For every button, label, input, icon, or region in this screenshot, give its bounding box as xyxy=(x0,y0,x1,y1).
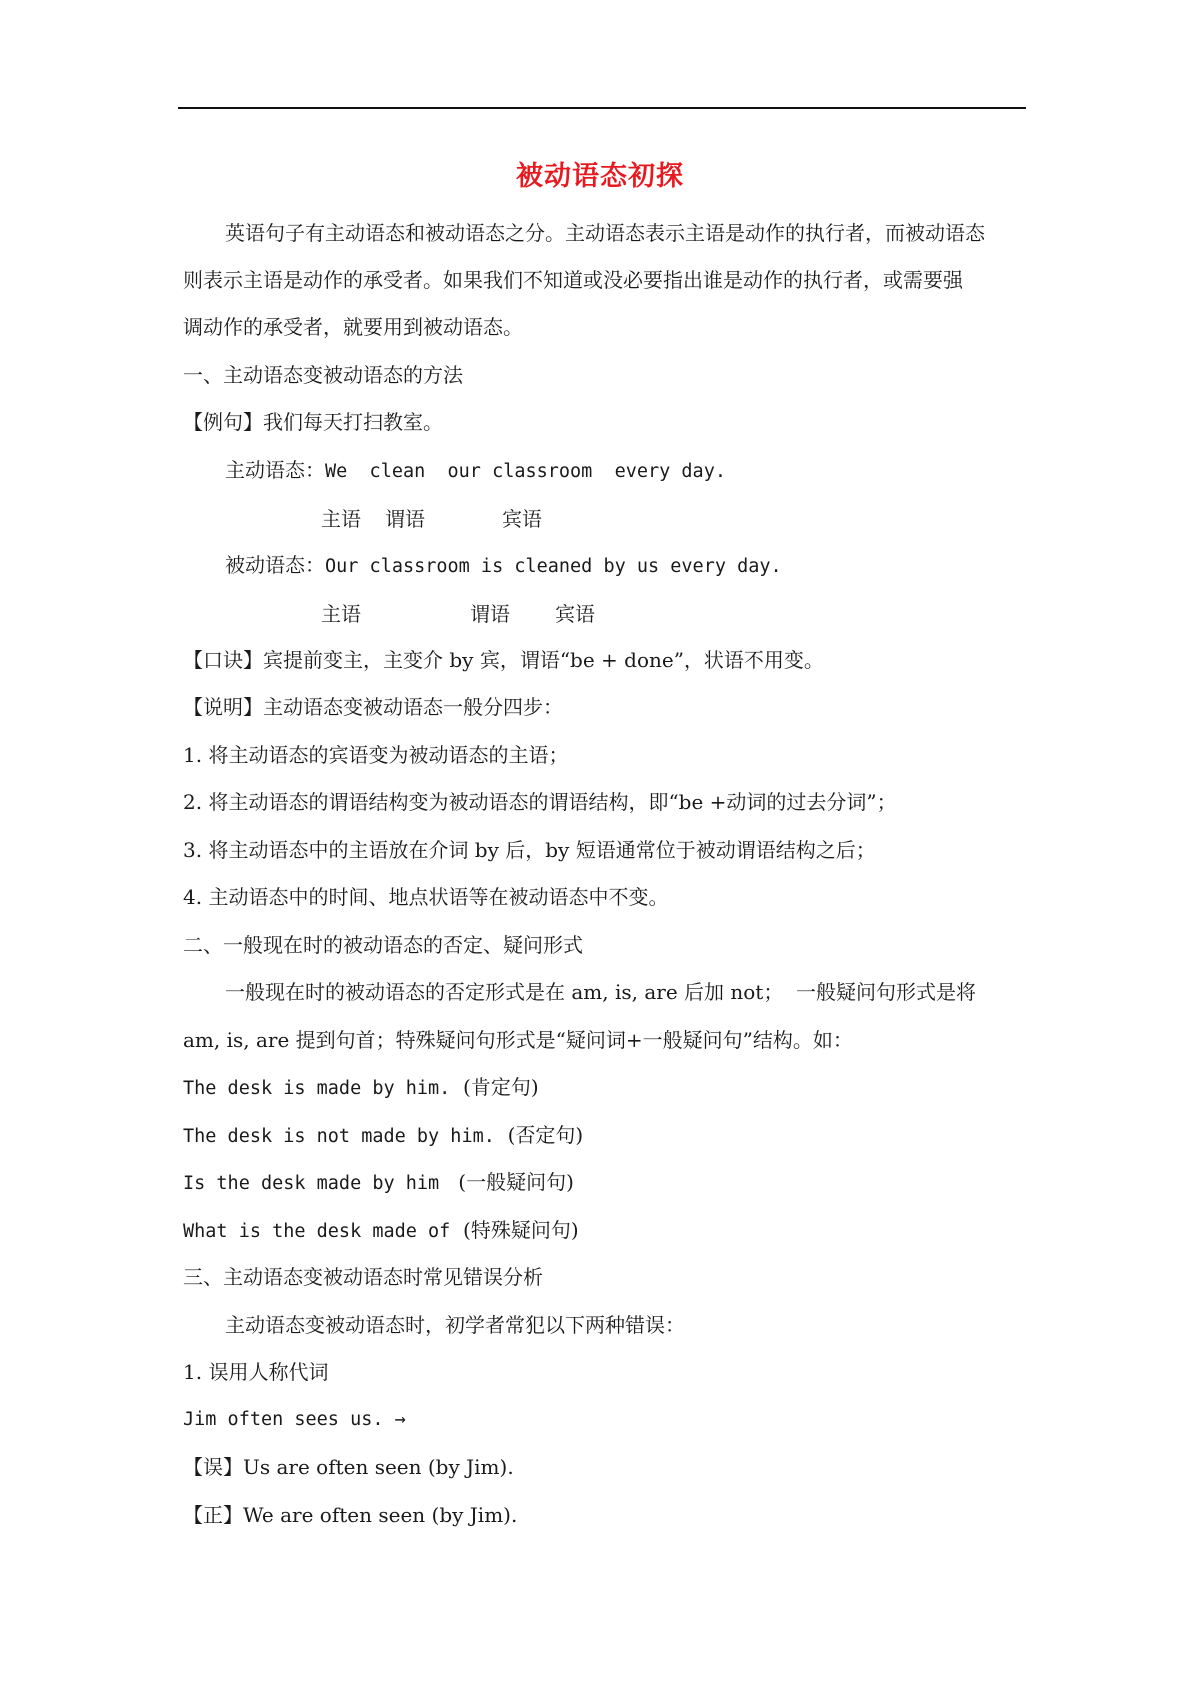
passive-prefix: 被动语态： xyxy=(225,553,325,577)
active-prefix: 主动语态： xyxy=(225,458,325,482)
sample-sentence: Jim often sees us. → xyxy=(183,1409,406,1430)
example-special-question-en: What is the desk made of xyxy=(183,1221,451,1242)
example-affirmative xyxy=(183,1073,539,1103)
example-affirmative-en: The desk is made by him. xyxy=(183,1078,451,1099)
example-affirmative-note: (肯定句) xyxy=(463,1075,539,1099)
step-2: 2. 将主动语态的谓语结构变为被动语态的谓语结构，即“be +动词的过去分词”； xyxy=(183,790,897,814)
step-1: 1. 将主动语态的宾语变为被动语态的主语； xyxy=(183,743,569,767)
section3-para: 主动语态变被动语态时，初学者常犯以下两种错误： xyxy=(225,1313,685,1337)
intro-line-2: 则表示主语是动作的承受者。如果我们不知道或没必要指出谁是动作的执行者，或需要强 xyxy=(183,268,963,292)
right-example: 【正】We are often seen (by Jim). xyxy=(183,1503,518,1527)
intro-line-3: 调动作的承受者，就要用到被动语态。 xyxy=(183,315,523,339)
example-label: 【例句】我们每天打扫教室。 xyxy=(183,410,443,434)
section1-heading: 一、主动语态变被动语态的方法 xyxy=(183,363,463,387)
example-negative-note: (否定句) xyxy=(507,1123,584,1147)
example-general-question-en: Is the desk made by him xyxy=(183,1173,440,1194)
example-negative xyxy=(183,1121,583,1151)
section2-para-line-1: 一般现在时的被动语态的否定形式是在 am, is, are 后加 not； 一般疑问句形式是将 xyxy=(225,980,977,1004)
passive-role-subject: 主语 xyxy=(321,602,361,626)
passive-role-predicate: 谓语 xyxy=(470,602,510,626)
example-special-question xyxy=(183,1216,579,1246)
example-general-question-note: (一般疑问句) xyxy=(458,1170,574,1194)
step-4: 4. 主动语态中的时间、地点状语等在被动语态中不变。 xyxy=(183,885,669,909)
header-rule xyxy=(178,107,1026,109)
passive-sentence: Our classroom is cleaned by us every day. xyxy=(325,556,782,577)
active-sentence: We clean our classroom every day. xyxy=(325,461,726,482)
active-role-predicate: 谓语 xyxy=(385,507,425,531)
step-3: 3. 将主动语态中的主语放在介词 by 后，by 短语通常位于被动谓语结构之后； xyxy=(183,838,876,862)
section3-item-1: 1. 误用人称代词 xyxy=(183,1360,329,1384)
passive-role-object: 宾语 xyxy=(555,602,595,626)
rhyme-line: 【口诀】宾提前变主，主变介 by 宾，谓语“be + done”，状语不用变。 xyxy=(183,648,824,672)
wrong-example: 【误】Us are often seen (by Jim). xyxy=(183,1455,514,1479)
section2-heading: 二、一般现在时的被动语态的否定、疑问形式 xyxy=(183,933,583,957)
document-title: 被动语态初探 xyxy=(516,161,684,192)
section3-heading: 三、主动语态变被动语态时常见错误分析 xyxy=(183,1265,543,1289)
example-negative-en: The desk is not made by him. xyxy=(183,1126,495,1147)
active-role-subject: 主语 xyxy=(321,507,361,531)
active-role-object: 宾语 xyxy=(502,507,542,531)
example-general-question xyxy=(183,1168,574,1198)
passive-voice-line xyxy=(225,551,782,581)
section2-para-line-2: am, is, are 提到句首；特殊疑问句形式是“疑问词+一般疑问句”结构。如： xyxy=(183,1028,853,1052)
active-voice-line xyxy=(225,456,726,486)
intro-line-1: 英语句子有主动语态和被动语态之分。主动语态表示主语是动作的执行者，而被动语态 xyxy=(225,221,985,245)
example-special-question-note: (特殊疑问句) xyxy=(463,1218,579,1242)
explain-line: 【说明】主动语态变被动语态一般分四步： xyxy=(183,695,563,719)
